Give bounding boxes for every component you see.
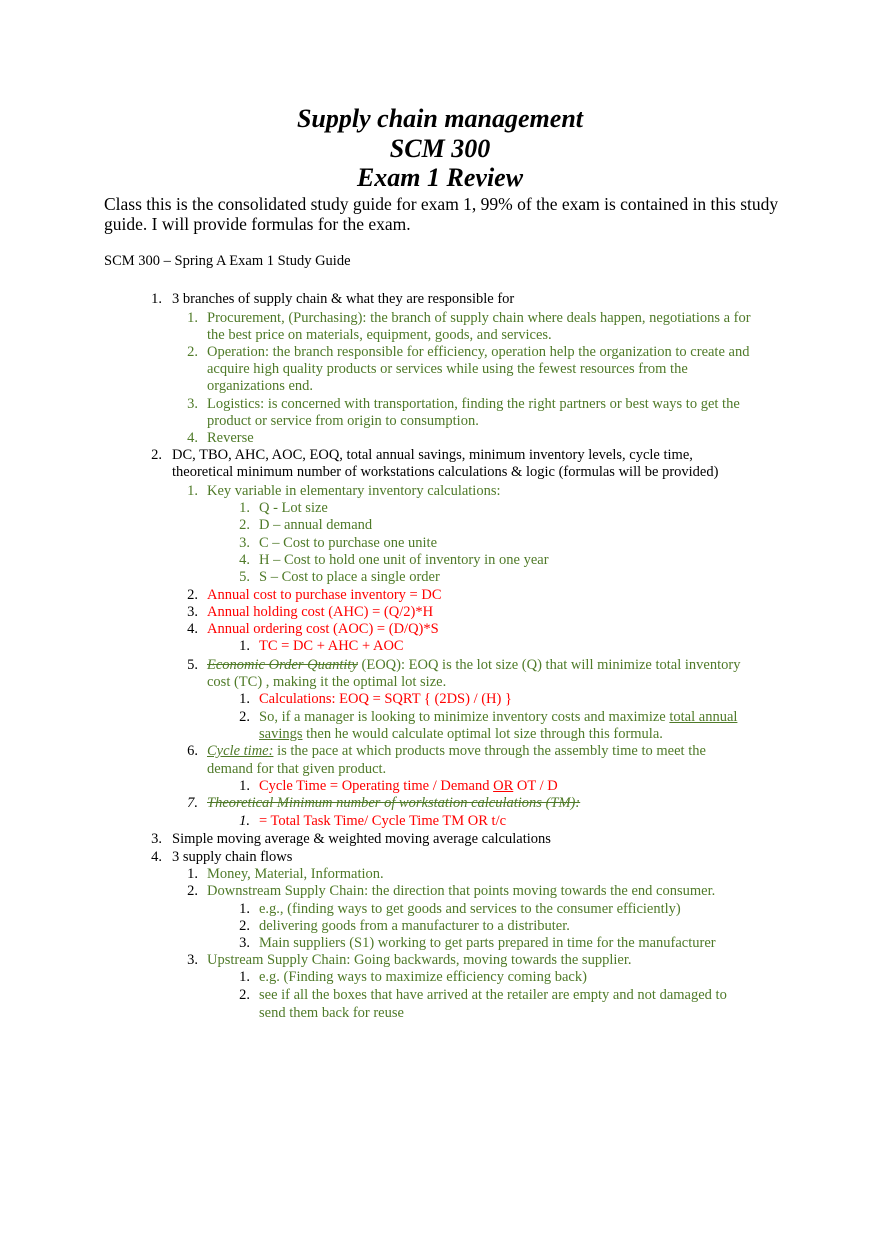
list-item: acquire high quality products or services while using the fewest resources from the — [207, 361, 688, 377]
intro-line-2: guide. I will provide formulas for the exam. — [104, 214, 411, 234]
intro-line-1: Class this is the consolidated study guide for exam 1, 99% of the exam is contained in this study — [104, 194, 779, 214]
list-item: 1. Cycle Time = Operating time / Demand OR OT / D — [239, 778, 558, 794]
list-item: 1. e.g. (Finding ways to maximize efficiency coming back) — [239, 969, 587, 985]
list-item: 2. So, if a manager is looking to minimize inventory costs and maximize total annual — [239, 709, 738, 725]
list-item: 5. S – Cost to place a single order — [239, 569, 440, 585]
list-item: 4. H – Cost to hold one unit of inventory in one year — [239, 552, 549, 568]
list-item: 2. delivering goods from a manufacturer to a distributer. — [239, 918, 570, 934]
title-line-2: SCM 300 — [389, 134, 491, 163]
list-item: cost (TC) , making it the optimal lot size. — [207, 674, 447, 690]
list-item: organizations end. — [207, 378, 314, 394]
list-item: 3. Annual holding cost (AHC) = (Q/2)*H — [187, 604, 434, 620]
list-item: 3. Upstream Supply Chain: Going backwards, moving towards the supplier. — [187, 952, 632, 968]
list-item: 1. Procurement, (Purchasing): the branch of supply chain where deals happen, negotiations a for — [187, 310, 751, 326]
title-line-3: Exam 1 Review — [356, 163, 524, 192]
list-item: 1. = Total Task Time/ Cycle Time TM OR t/c — [239, 813, 507, 829]
list-item: 2. see if all the boxes that have arrived at the retailer are empty and not damaged to — [239, 987, 727, 1003]
list-item: 7. Theoretical Minimum number of workstation calculations (TM): — [187, 795, 581, 811]
list-item: 2. D – annual demand — [239, 517, 373, 533]
list-item: 2. Downstream Supply Chain: the direction that points moving towards the end consumer. — [187, 883, 716, 899]
list-item: product or service from origin to consumption. — [207, 413, 479, 429]
list-item: savings then he would calculate optimal lot size through this formula. — [259, 726, 663, 742]
list-item: 3. Simple moving average & weighted moving average calculations — [151, 831, 551, 847]
list-item: 1. e.g., (finding ways to get goods and services to the consumer efficiently) — [239, 901, 681, 917]
list-item: 4. 3 supply chain flows — [151, 849, 293, 865]
list-item: 2. DC, TBO, AHC, AOC, EOQ, total annual savings, minimum inventory levels, cycle time, — [151, 447, 693, 463]
title-line-1: Supply chain management — [296, 104, 584, 133]
list-item: 2. Operation: the branch responsible for efficiency, operation help the organization to create and — [187, 344, 750, 360]
list-item: 1. Q - Lot size — [239, 500, 328, 516]
list-item: 3. Main suppliers (S1) working to get parts prepared in time for the manufacturer — [239, 935, 716, 951]
list-item: theoretical minimum number of workstations calculations & logic (formulas will be provided) — [172, 464, 719, 480]
list-item: 4. Reverse — [187, 430, 254, 446]
list-item: 4. Annual ordering cost (AOC) = (D/Q)*S — [187, 621, 439, 637]
list-item: 1. Calculations: EOQ = SQRT { (2DS) / (H) } — [239, 691, 512, 707]
list-item: 6. Cycle time: is the pace at which products move through the assembly time to meet the — [187, 743, 706, 759]
list-item: 1. 3 branches of supply chain & what they are responsible for — [151, 291, 515, 307]
study-guide-subtitle: SCM 300 – Spring A Exam 1 Study Guide — [104, 253, 351, 269]
list-item: 5. Economic Order Quantity (EOQ): EOQ is the lot size (Q) that will minimize total inventory — [187, 657, 741, 673]
list-item: demand for that given product. — [207, 761, 387, 777]
list-item: 1. TC = DC + AHC + AOC — [239, 638, 404, 654]
list-item: the best price on materials, equipment, goods, and services. — [207, 327, 552, 343]
list-item: 3. C – Cost to purchase one unite — [239, 535, 438, 551]
list-item: 3. Logistics: is concerned with transportation, finding the right partners or best ways to get the — [187, 396, 740, 412]
list-item: 2. Annual cost to purchase inventory = DC — [187, 587, 442, 603]
list-item: send them back for reuse — [259, 1005, 404, 1021]
list-item: 1. Money, Material, Information. — [187, 866, 384, 882]
list-item: 1. Key variable in elementary inventory calculations: — [187, 483, 501, 499]
